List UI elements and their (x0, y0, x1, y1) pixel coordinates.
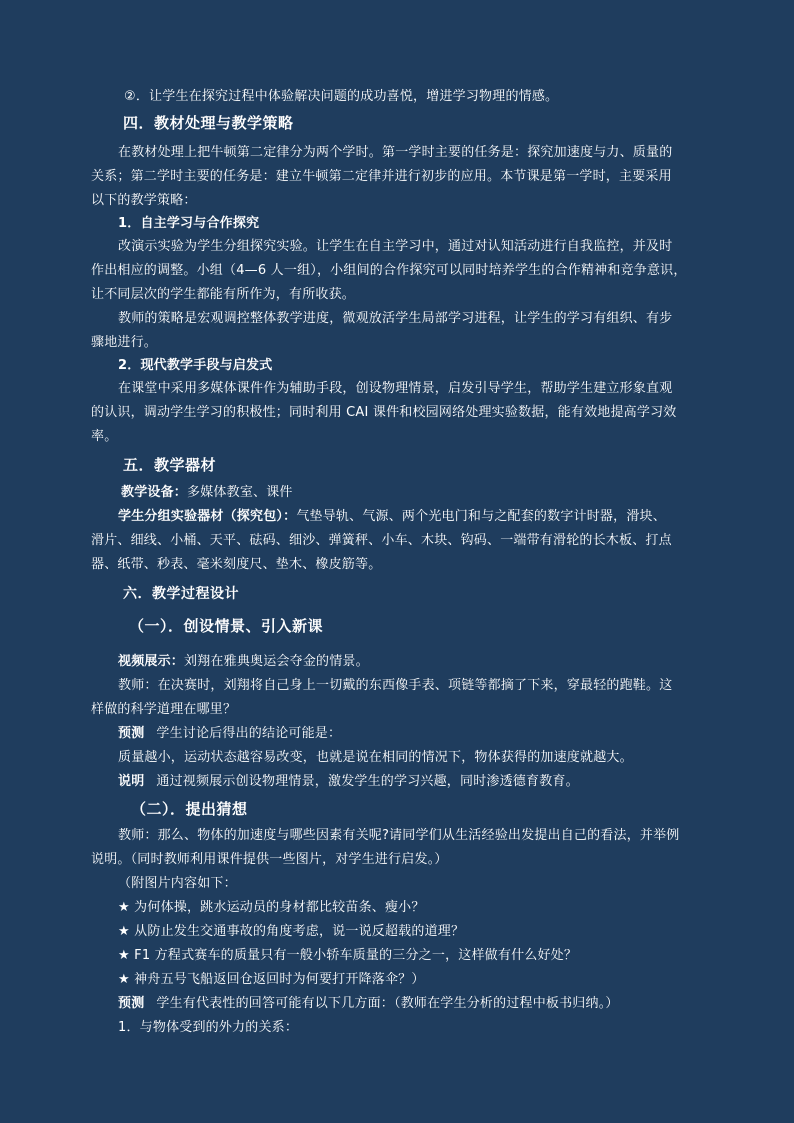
video-line (118, 654, 369, 670)
paragraph-line: 作出相应的调整。小组（4—6 人一组），小组间的合作探究可以同时培养学生的合作精神和竞争意识， (91, 263, 687, 278)
prediction-line (118, 726, 341, 742)
group-equipment-line (118, 509, 666, 525)
paragraph-line: 说明。（同时教师利用课件提供一些图片，对学生进行启发。） (91, 852, 448, 867)
paragraph-line: 器、纸带、秒表、毫米刻度尺、垫木、橡皮筋等。 (91, 557, 382, 572)
group-equipment-label: 学生分组实验器材（探究包）： (118, 509, 297, 524)
subsection-heading-2: 2．现代教学手段与启发式 (118, 358, 273, 373)
subsection-heading-1: 1．自主学习与合作探究 (118, 216, 260, 231)
section-heading-5: 五．教学器材 (123, 456, 217, 474)
prediction-label: 预测 (118, 726, 145, 741)
objective-line: ②．让学生在探究过程中体验解决问题的成功喜悦，增进学习物理的情感。 (124, 89, 559, 104)
attachment-line: （附图片内容如下： (118, 876, 237, 891)
note-line (118, 774, 579, 790)
prediction-line-2 (118, 996, 619, 1012)
question-item: ★ 为何体操，跳水运动员的身材都比较苗条、瘦小？ (118, 900, 425, 915)
video-text: 刘翔在雅典奥运会夺金的情景。 (184, 654, 369, 669)
paragraph-line: 质量越小，运动状态越容易改变，也就是说在相同的情况下，物体获得的加速度就越大。 (118, 750, 633, 765)
paragraph-line: 的认识，调动学生学习的积极性；同时利用 CAI 课件和校园网络处理实验数据，能有效地提高学习效 (91, 405, 677, 420)
paragraph-line: 让不同层次的学生都能有所作为，有所收获。 (91, 287, 356, 302)
section-heading-4: 四．教材处理与教学策略 (123, 114, 294, 132)
question-item: ★ 神舟五号飞船返回仓返回时为何要打开降落伞？） (118, 972, 425, 987)
equipment-text: 多媒体教室、课件 (187, 485, 293, 500)
teacher-line: 教师：那么、物体的加速度与哪些因素有关呢?请同学们从生活经验出发提出自己的看法，并举例 (118, 828, 680, 843)
paragraph-line: 率。 (91, 429, 118, 444)
teacher-line: 教师：在决赛时，刘翔将自己身上一切戴的东西像手表、项链等都摘了下来，穿最轻的跑鞋。这 (118, 678, 673, 693)
paragraph-line: 滑片、细线、小桶、天平、砝码、细沙、弹簧秤、小车、木块、钩码、一端带有滑轮的长木板、打点 (91, 533, 672, 548)
question-item: ★ 从防止发生交通事故的角度考虑，说一说反超载的道理？ (118, 924, 465, 939)
paragraph-line: 教师的策略是宏观调控整体教学进度，微观放活学生局部学习进程，让学生的学习有组织、有步 (118, 311, 673, 326)
note-label: 说明 (118, 774, 145, 789)
paragraph-line: 样做的科学道理在哪里？ (91, 702, 237, 717)
prediction-text: 学生讨论后得出的结论可能是： (156, 726, 342, 741)
video-label: 视频展示： (118, 654, 185, 669)
paragraph-line: 改演示实验为学生分组探究实验。让学生在自主学习中，通过对认知活动进行自我监控，并及时 (118, 239, 673, 254)
subheading-6-2: （二）．提出猜想 (131, 800, 248, 818)
paragraph-line: 骤地进行。 (91, 335, 158, 350)
section-heading-6: 六．教学过程设计 (123, 586, 239, 602)
note-text: 通过视频展示创设物理情景，激发学生的学习兴趣，同时渗透德育教育。 (156, 774, 579, 789)
question-item: ★ F1 方程式赛车的质量只有一般小轿车质量的三分之一，这样做有什么好处？ (118, 948, 578, 963)
group-equipment-text: 气垫导轨、气源、两个光电门和与之配套的数字计时器，滑块、 (296, 509, 666, 524)
equipment-label: 教学设备： (121, 485, 188, 500)
paragraph-line: 在课堂中采用多媒体课件作为辅助手段，创设物理情景，启发引导学生，帮助学生建立形象直观 (118, 381, 673, 396)
paragraph-line: 在教材处理上把牛顿第二定律分为两个学时。第一学时主要的任务是：探究加速度与力、质量的 (118, 145, 673, 160)
paragraph-line: 以下的教学策略： (91, 193, 197, 208)
list-item: 1．与物体受到的外力的关系： (118, 1020, 299, 1035)
paragraph-line: 关系；第二学时主要的任务是：建立牛顿第二定律并进行初步的应用。本节课是第一学时，主要采用 (91, 169, 672, 184)
prediction-label: 预测 (118, 996, 145, 1011)
prediction-text: 学生有代表性的回答可能有以下几方面：（教师在学生分析的过程中板书归纳。） (156, 996, 619, 1011)
equipment-line (121, 485, 293, 501)
subheading-6-1: （一）．创设情景、引入新课 (129, 617, 324, 635)
